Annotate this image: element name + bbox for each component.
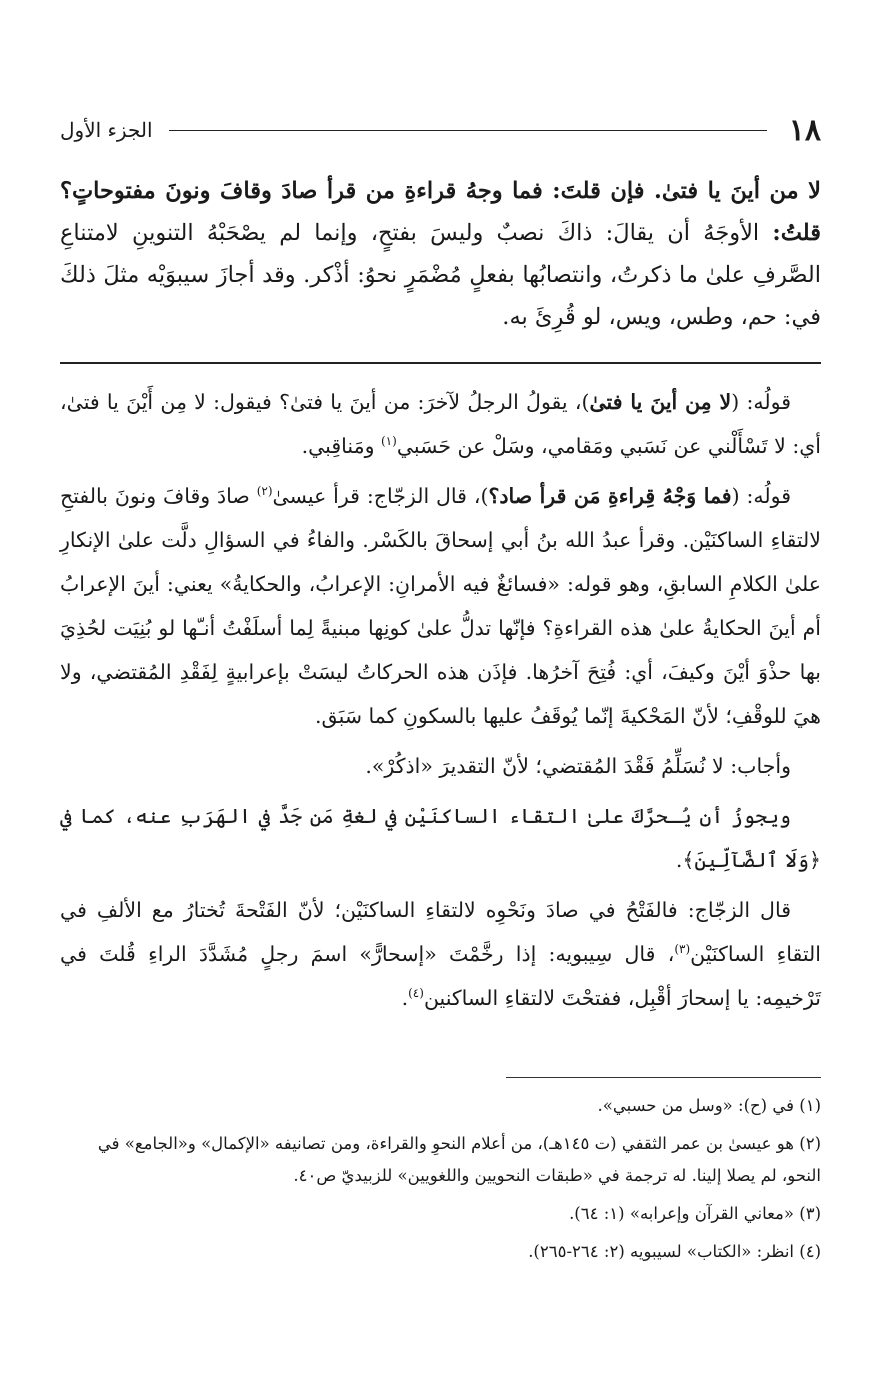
footnote-ref: (٣) [674, 942, 691, 957]
commentary-paragraph: وأجاب: لا نُسَلِّمُ فَقْدَ المُقتضي؛ لأنّ التقديرَ «اذكُرْ». [365, 754, 791, 778]
footnote: (١) في (ح): «وسل من حسبي». [597, 1096, 821, 1115]
footnote: (٣) «معاني القرآن وإعرابه» (١: ٦٤). [569, 1204, 821, 1223]
paragraph-text: ومَناقِبي. [301, 434, 381, 458]
part-title: الجزء الأول [60, 118, 153, 142]
footnote-ref: (٢) [256, 484, 273, 499]
main-text-line: الأوجَهُ أن يقالَ: ذاكَ نصبٌ وليسَ بفتحٍ، وإنما لم يصْحَبْهُ التنوينِ لامتناعِ الصَّرفِ علىٰ [60, 220, 822, 288]
paragraph-text: )، يقولُ الرجلُ لآخرَ: من أينَ يا فتىٰ؟ فيقول: لا مِن أَيْنَ يا فتىٰ، أي: لا تَسْأَلْني عن نَسَبي ومَقامي، وسَلْ عن حَسَبي [60, 390, 821, 458]
page-number: ١٨ [788, 112, 821, 148]
main-text-line: وطس، ويس، لو قُرِئَ به. [502, 304, 734, 330]
main-text-line: ما ذكرتُ، وانتصابُها بفعلٍ مُضْمَرٍ نحوُ: أذْكر. وقد أجازَ سيبوَيْه مثلَ ذلكَ في: حم، [60, 262, 821, 330]
paragraph-text: قال الزجّاج: فالفَتْحُ في صادَ ونَحْوِه لالتقاءِ الساكنَيْن؛ لأنّ الفَتْحةَ تُختارُ مع الألفِ في التقاءِ الساكنَيْن [60, 898, 821, 966]
main-text [60, 170, 821, 338]
footnotes [60, 1090, 821, 1274]
commentary [60, 380, 821, 1026]
commentary-paragraph [60, 888, 821, 1020]
paragraph-text: صادَ وقافَ ونونَ بالفتحِ لالتقاءِ الساكنَيْن. وقرأ عبدُ الله بنُ أبي إسحاقَ بالكَسْر. والفاءُ في السؤالِ دلَّت علىٰ الإنكارِ علىٰ الكلامِ السابقِ، وهو قوله: «فسائغٌ فيه الأمرانِ: الإعرابُ، والحكايةُ» يعني: أينَ الإعرابُ أم أينَ الحكايةُ علىٰ هذه القراءةِ؟ فإنّها تدلُّ علىٰ كونِها مبنيةً لِما أسلَفْتُ أنـّها لو بُنِيَت لحُذِيَ بها حذْوَ أيْنَ وكيفَ، أي: فُتِحَ آخرُها. فإذَن هذه الحركاتُ ليسَتْ بإعرابيةٍ لِفَقْدِ المُقتضي، ولا هيَ للوقْفِ؛ لأنّ المَحْكيةَ إنّما يُوقَفُ عليها بالسكونِ كما سَبَق. [60, 484, 821, 728]
footnote-divider [506, 1077, 821, 1078]
commentary-paragraph [60, 380, 821, 468]
quoted-phrase: لا مِن أينَ يا فتىٰ [589, 390, 732, 414]
footnote-ref: (١) [380, 434, 397, 449]
paragraph-text: )، قال الزجّاج: قرأ عيسىٰ [272, 484, 489, 508]
paragraph-text: ، قال سِيبويه: إذا رخَّمْتَ «إسحارًّ» اسمَ رجلٍ مُشَدَّدَ الراءِ قُلتَ في تَرْخيمِه: يا إسحارَ أقْبِل، ففتحْتَ لالتقاءِ الساكنين [60, 942, 821, 1010]
quoted-phrase: فما وَجْهُ قِراءةِ مَن قرأ صاد؟ [488, 484, 732, 508]
commentary-paragraph: ويجوزُ أن يُـحرَّكَ علىٰ التقاء الساكنَيْن في لغةِ مَن جَدَّ في الهَرَبِ عنه، كما في ﴿وَلَا ٱلضَّآلِّينَ﴾. [60, 804, 821, 872]
page-header [60, 112, 821, 148]
section-divider [60, 362, 821, 364]
header-rule [169, 130, 767, 131]
commentary-paragraph [60, 474, 821, 738]
paragraph-text: . [401, 986, 409, 1010]
lead-text: قولُه: ( [731, 484, 791, 508]
footnote: (٤) انظر: «الكتاب» لسيبويه (٢: ٢٦٤-٢٦٥). [528, 1242, 821, 1261]
main-text-line: لا من أينَ يا فتىٰ. فإن قلتَ: فما وجهُ قراءةِ من قرأ صادَ وقافَ ونونَ مفتوحاتٍ؟ قلتُ: [60, 178, 822, 246]
footnote-ref: (٤) [408, 986, 424, 1001]
lead-text: قولُه: ( [731, 390, 791, 414]
footnote: (٢) هو عيسىٰ بن عمر الثقفي (ت ١٤٥هـ)، من أعلام النحوِ والقراءة، ومن تصانيفه «الإكمال» و«الجامع» في النحو، لم يصلا إلينا. له ترجمة في «طبقات النحويين واللغويين» للزبيديّ ص٤٠. [97, 1134, 821, 1185]
